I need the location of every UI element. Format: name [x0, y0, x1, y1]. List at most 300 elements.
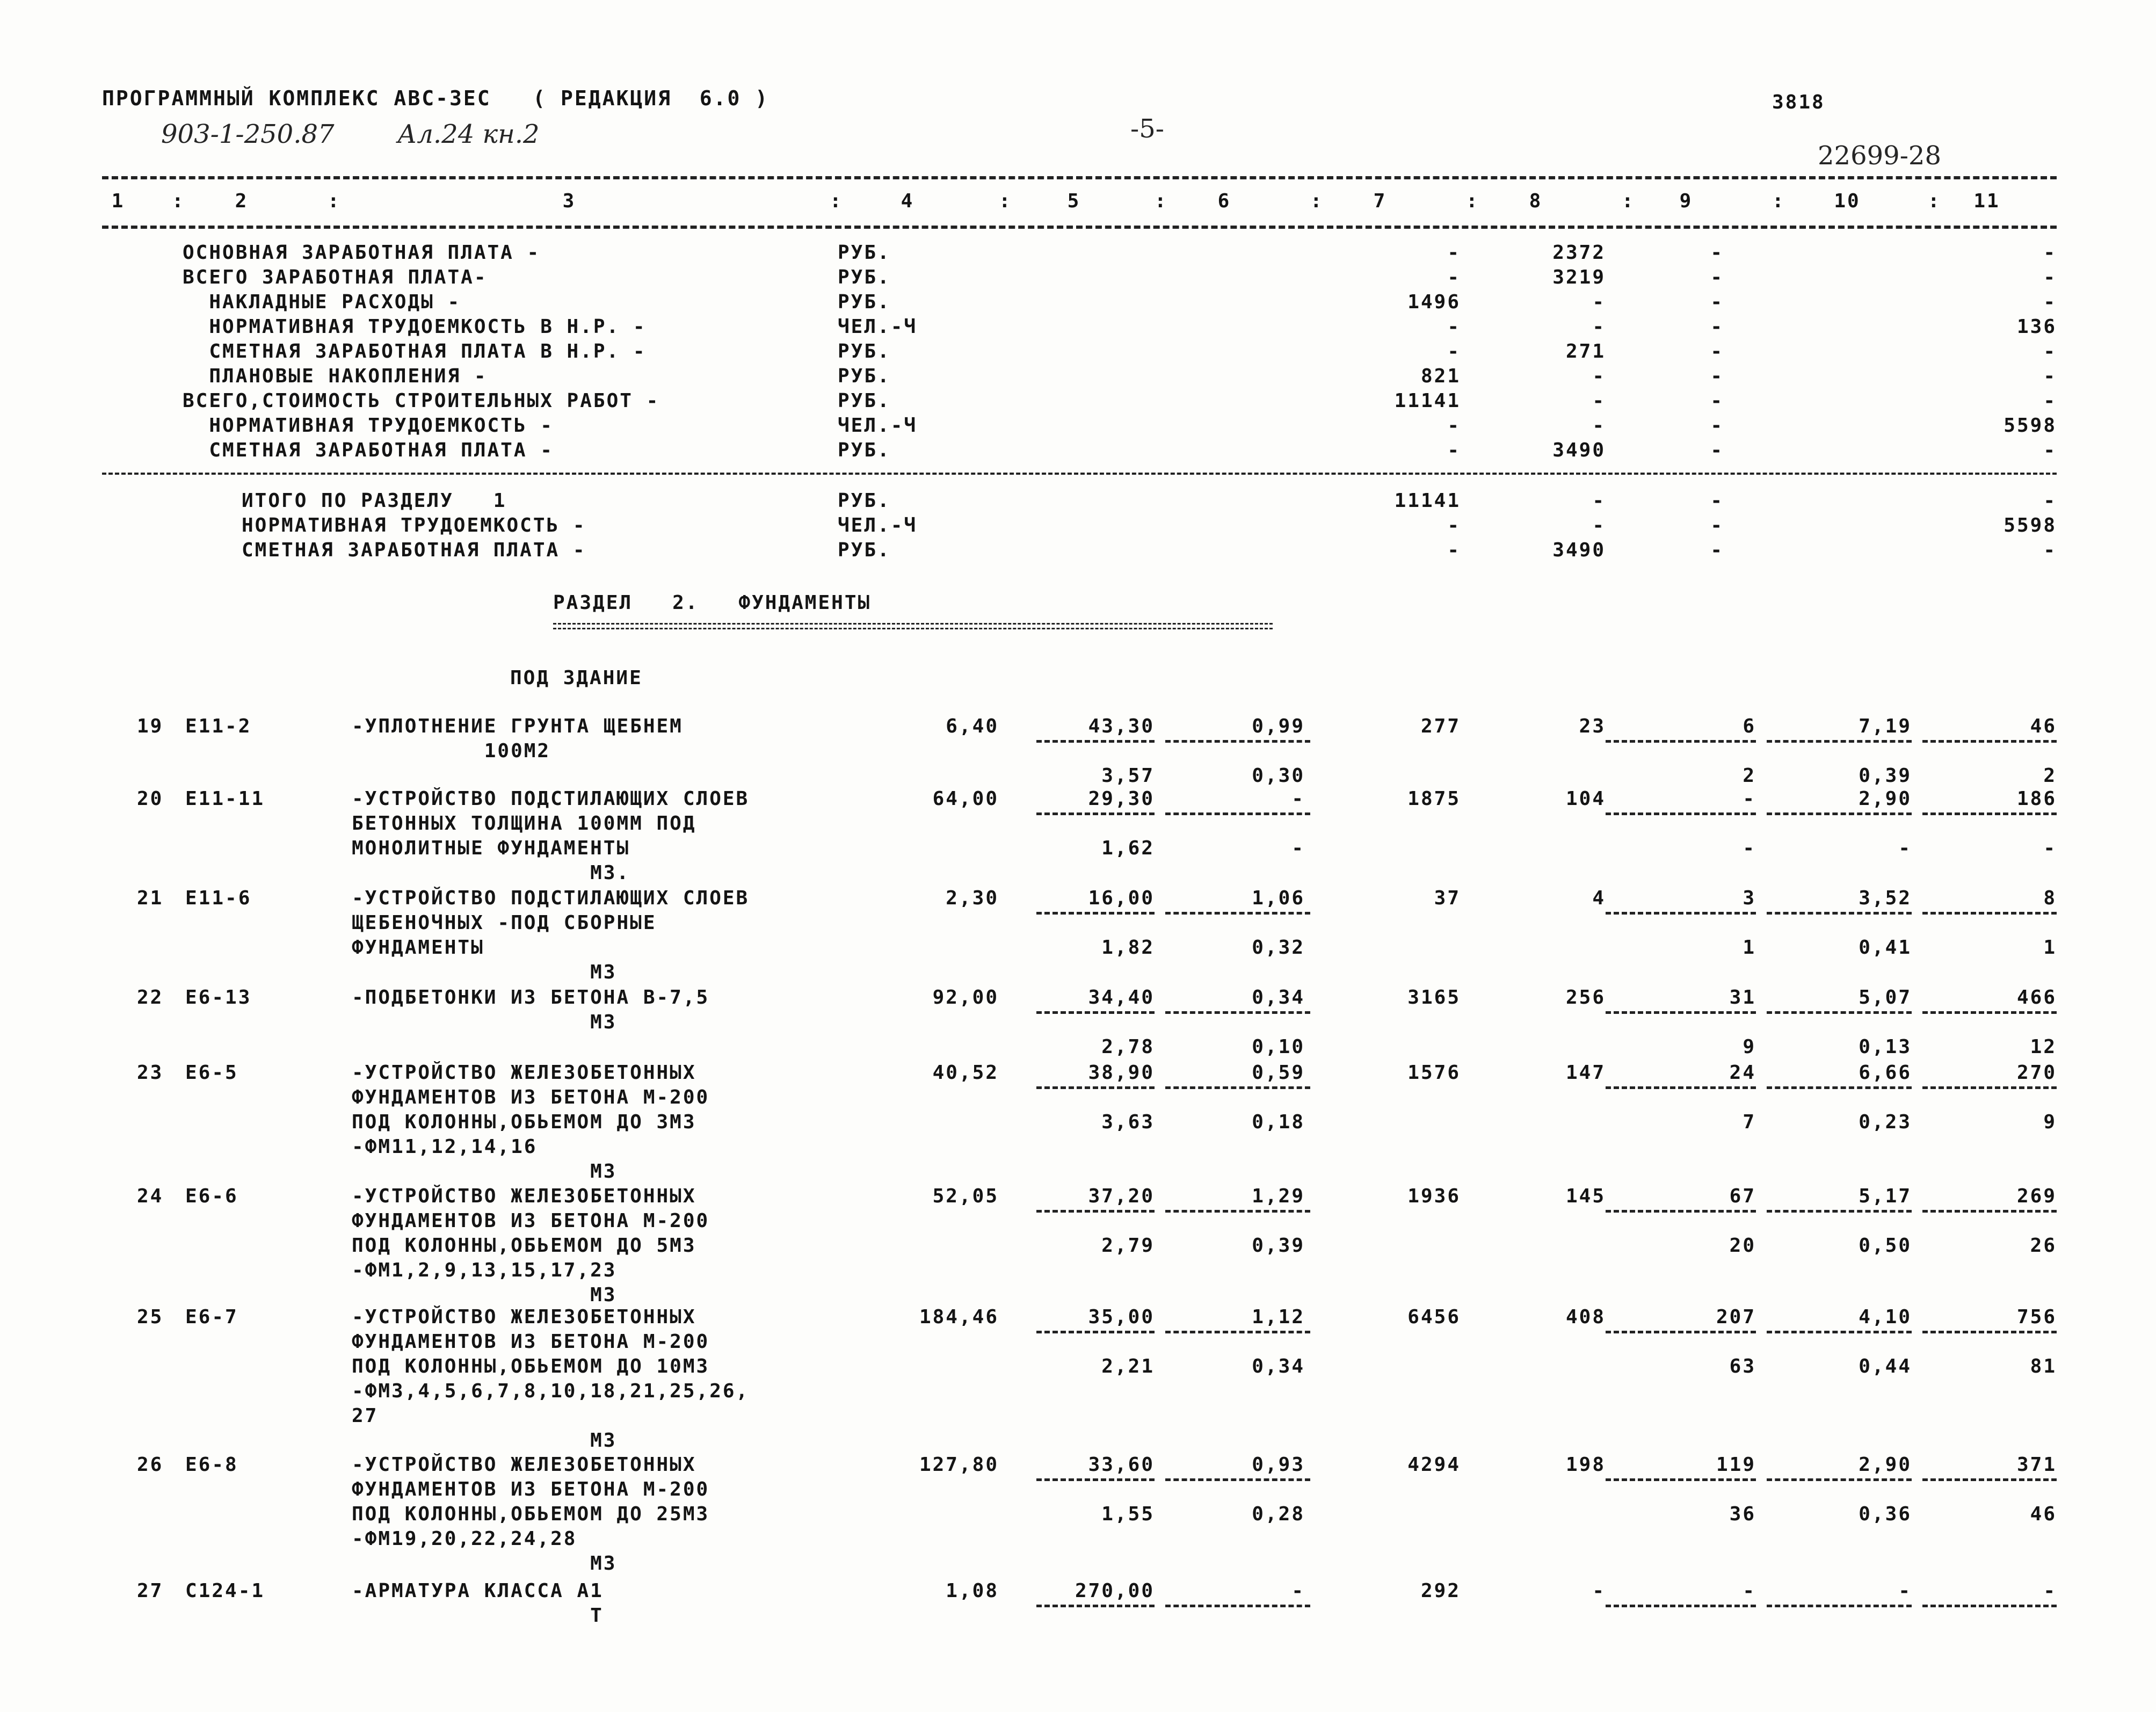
item-value-c5: 29,30 [1088, 788, 1155, 810]
row-value-c7: - [1447, 514, 1461, 536]
item-value-c9: 6 [1743, 715, 1756, 737]
row-value-c8: 3219 [1552, 266, 1606, 288]
row-label: ИТОГО ПО РАЗДЕЛУ 1 [242, 490, 507, 512]
item-value-c9: - [1743, 1580, 1756, 1602]
row-value-c7: - [1447, 415, 1461, 437]
row-unit: РУБ. [838, 539, 891, 561]
row-label: СМЕТНАЯ ЗАРАБОТНАЯ ПЛАТА - [183, 439, 554, 461]
item-value-c7: 1936 [1407, 1185, 1461, 1207]
item-description-line: -АРМАТУРА КЛАССА А1 [352, 1580, 604, 1602]
item-value-c6: 1,29 [1252, 1185, 1305, 1207]
row-unit: РУБ. [838, 439, 891, 461]
item-value-c5: 34,40 [1088, 986, 1155, 1009]
item-value-c10: 2,90 [1859, 1454, 1912, 1476]
item-value-c10: 4,10 [1859, 1306, 1912, 1328]
column-header: 8 [1529, 190, 1543, 212]
row-value-c11: - [2043, 242, 2057, 264]
item-description-line: -УСТРОЙСТВО ЖЕЛЕЗОБЕТОННЫХ [352, 1185, 696, 1207]
item-value-c11b: 12 [2030, 1036, 2057, 1058]
item-value-c8: 23 [1579, 715, 1606, 737]
row-value-c8: 3490 [1552, 539, 1606, 561]
row-value-c7: 11141 [1394, 390, 1461, 412]
row-value-c9: - [1710, 514, 1724, 536]
item-value-c4: 6,40 [946, 715, 999, 737]
row-value-c11: - [2043, 365, 2057, 387]
row-label: НОРМАТИВНАЯ ТРУДОЕМКОСТЬ - [242, 514, 586, 536]
item-description-line: М3 [352, 1011, 617, 1033]
item-value-c9b: 1 [1743, 937, 1756, 959]
item-number: 23 [137, 1062, 164, 1084]
column-separator: : [328, 190, 341, 212]
cell-divider [1165, 1331, 1310, 1333]
item-description-line: М3 [352, 1284, 617, 1306]
page-number: -5- [1130, 114, 1164, 144]
item-description-line: ПОД КОЛОННЫ,ОБЬЕМОМ ДО 3М3 [352, 1111, 696, 1133]
row-value-c11: - [2043, 390, 2057, 412]
row-value-c7: - [1447, 316, 1461, 338]
item-value-c9: 24 [1729, 1062, 1756, 1084]
cell-divider [1165, 1478, 1310, 1481]
cell-divider [1165, 1011, 1310, 1014]
column-separator: : [1466, 190, 1479, 212]
item-value-c6: - [1291, 1580, 1305, 1602]
row-value-c11: - [2043, 439, 2057, 461]
row-label: НОРМАТИВНАЯ ТРУДОЕМКОСТЬ - [183, 415, 554, 437]
row-value-c7: 1496 [1407, 291, 1461, 313]
item-description-line: М3 [352, 961, 617, 983]
item-description-line: ФУНДАМЕНТОВ ИЗ БЕТОНА М-200 [352, 1210, 710, 1232]
item-description-line: ПОД КОЛОННЫ,ОБЬЕМОМ ДО 10М3 [352, 1355, 710, 1377]
item-value-c7: 277 [1420, 715, 1461, 737]
item-value-c7: 3165 [1407, 986, 1461, 1009]
item-value-c4: 1,08 [946, 1580, 999, 1602]
row-unit: РУБ. [838, 390, 891, 412]
cell-divider [1767, 1210, 1912, 1213]
item-value-c9b: 20 [1729, 1235, 1756, 1257]
cell-divider [1165, 1086, 1310, 1089]
item-value-c8: - [1592, 1580, 1606, 1602]
item-value-c11b: 46 [2030, 1503, 2057, 1525]
row-unit: РУБ. [838, 365, 891, 387]
item-value-c5b: 1,55 [1101, 1503, 1155, 1525]
column-header: 5 [1067, 190, 1081, 212]
row-value-c8: - [1592, 291, 1606, 313]
cell-divider [1606, 1605, 1756, 1607]
column-separator: : [1155, 190, 1168, 212]
cell-divider [1606, 1478, 1756, 1481]
item-description-line: 27 [352, 1405, 379, 1427]
cell-divider [1922, 1210, 2057, 1213]
cell-divider [1036, 1478, 1155, 1481]
row-value-c11: - [2043, 340, 2057, 362]
item-number: 26 [137, 1454, 164, 1476]
row-value-c8: 3490 [1552, 439, 1606, 461]
item-value-c9: 67 [1729, 1185, 1756, 1207]
row-value-c9: - [1710, 242, 1724, 264]
item-description-line: ФУНДАМЕНТОВ ИЗ БЕТОНА М-200 [352, 1331, 710, 1353]
program-header: ПРОГРАММНЫЙ КОМПЛЕКС АВС-ЗЕС ( РЕДАКЦИЯ 6.0 ) [102, 86, 770, 110]
item-value-c6: 0,93 [1252, 1454, 1305, 1476]
item-description-line: -УСТРОЙСТВО ЖЕЛЕЗОБЕТОННЫХ [352, 1454, 696, 1476]
item-value-c5: 16,00 [1088, 887, 1155, 909]
item-value-c6b: 0,10 [1252, 1036, 1305, 1058]
item-description-line: ФУНДАМЕНТОВ ИЗ БЕТОНА М-200 [352, 1478, 710, 1500]
item-value-c6b: 0,34 [1252, 1355, 1305, 1377]
row-label: ОСНОВНАЯ ЗАРАБОТНАЯ ПЛАТА - [183, 242, 541, 264]
item-value-c10: 5,07 [1859, 986, 1912, 1009]
item-value-c11: 466 [2016, 986, 2057, 1009]
row-value-c7: 11141 [1394, 490, 1461, 512]
item-value-c5b: 3,63 [1101, 1111, 1155, 1133]
item-value-c9b: 63 [1729, 1355, 1756, 1377]
row-unit: РУБ. [838, 291, 891, 313]
row-value-c9: - [1710, 340, 1724, 362]
item-value-c6b: 0,39 [1252, 1235, 1305, 1257]
item-description-line: ФУНДАМЕНТОВ ИЗ БЕТОНА М-200 [352, 1086, 710, 1108]
item-value-c10: 7,19 [1859, 715, 1912, 737]
item-value-c10: - [1898, 1580, 1912, 1602]
item-value-c5b: 1,82 [1101, 937, 1155, 959]
item-value-c9b: 7 [1743, 1111, 1756, 1133]
column-separator: : [1772, 190, 1785, 212]
cell-divider [1922, 1086, 2057, 1089]
item-value-c11: 270 [2016, 1062, 2057, 1084]
row-value-c7: - [1447, 439, 1461, 461]
cell-divider [1922, 1605, 2057, 1607]
row-value-c9: - [1710, 390, 1724, 412]
item-value-c9b: 2 [1743, 765, 1756, 787]
item-description-line: М3 [352, 1553, 617, 1575]
item-value-c10b: 0,44 [1859, 1355, 1912, 1377]
cell-divider [1036, 1011, 1155, 1014]
row-value-c8: 2372 [1552, 242, 1606, 264]
item-value-c11b: 1 [2043, 937, 2057, 959]
cell-divider [1767, 740, 1912, 743]
row-value-c7: - [1447, 340, 1461, 362]
cell-divider [1922, 1331, 2057, 1333]
row-value-c11: 5598 [2003, 514, 2057, 536]
item-description-line: -ФМ11,12,14,16 [352, 1136, 538, 1158]
cell-divider [1606, 1331, 1756, 1333]
item-value-c9b: 36 [1729, 1503, 1756, 1525]
row-value-c11: - [2043, 291, 2057, 313]
item-value-c11b: 9 [2043, 1111, 2057, 1133]
item-description-line: ПОД КОЛОННЫ,ОБЬЕМОМ ДО 25М3 [352, 1503, 710, 1525]
item-value-c7: 6456 [1407, 1306, 1461, 1328]
column-separator: : [172, 190, 185, 212]
item-value-c6b: 0,28 [1252, 1503, 1305, 1525]
item-value-c4: 184,46 [919, 1306, 999, 1328]
item-description-line: 100М2 [352, 740, 551, 762]
cell-divider [1036, 740, 1155, 743]
item-code: Е11-11 [185, 788, 265, 810]
item-number: 19 [137, 715, 164, 737]
cell-divider [1606, 1210, 1756, 1213]
cell-divider [1922, 813, 2057, 815]
item-value-c6: 0,34 [1252, 986, 1305, 1009]
item-value-c8: 256 [1565, 986, 1606, 1009]
cell-divider [1767, 813, 1912, 815]
doc-code: 903-1-250.87 [161, 119, 335, 149]
item-value-c11: 371 [2016, 1454, 2057, 1476]
item-value-c9: - [1743, 788, 1756, 810]
row-label: НОРМАТИВНАЯ ТРУДОЕМКОСТЬ В Н.Р. - [183, 316, 647, 338]
item-code: Е11-6 [185, 887, 252, 909]
cell-divider [1165, 813, 1310, 815]
item-description-line: -УСТРОЙСТВО ПОДСТИЛАЮЩИХ СЛОЕВ [352, 887, 750, 909]
cell-divider [1036, 1605, 1155, 1607]
item-value-c11b: 81 [2030, 1355, 2057, 1377]
item-value-c6: 1,12 [1252, 1306, 1305, 1328]
cell-divider [1036, 1086, 1155, 1089]
row-value-c8: - [1592, 316, 1606, 338]
item-value-c4: 2,30 [946, 887, 999, 909]
cell-divider [1036, 1331, 1155, 1333]
item-value-c10b: 0,50 [1859, 1235, 1912, 1257]
item-value-c11b: 26 [2030, 1235, 2057, 1257]
item-value-c11b: - [2043, 837, 2057, 859]
row-value-c9: - [1710, 291, 1724, 313]
top-number: 3818 [1772, 91, 1825, 113]
row-value-c8: 271 [1565, 340, 1606, 362]
row-label: СМЕТНАЯ ЗАРАБОТНАЯ ПЛАТА В Н.Р. - [183, 340, 647, 362]
item-value-c10b: 0,23 [1859, 1111, 1912, 1133]
row-value-c9: - [1710, 415, 1724, 437]
item-value-c9: 31 [1729, 986, 1756, 1009]
column-header: 11 [1973, 190, 2000, 212]
column-header: 7 [1373, 190, 1387, 212]
item-value-c4: 40,52 [932, 1062, 999, 1084]
row-unit: РУБ. [838, 266, 891, 288]
item-value-c6: 1,06 [1252, 887, 1305, 909]
row-value-c11: 136 [2016, 316, 2057, 338]
item-value-c5: 38,90 [1088, 1062, 1155, 1084]
item-value-c7: 4294 [1407, 1454, 1461, 1476]
item-value-c4: 52,05 [932, 1185, 999, 1207]
cell-divider [1767, 912, 1912, 915]
cell-divider [1767, 1331, 1912, 1333]
sheet-ref: Ал.24 кн.2 [397, 119, 540, 149]
item-description-line: -УСТРОЙСТВО ЖЕЛЕЗОБЕТОННЫХ [352, 1306, 696, 1328]
item-code: Е6-8 [185, 1454, 238, 1476]
item-value-c6b: - [1291, 837, 1305, 859]
cell-divider [1767, 1011, 1912, 1014]
row-value-c7: 821 [1420, 365, 1461, 387]
row-value-c9: - [1710, 490, 1724, 512]
item-value-c8: 104 [1565, 788, 1606, 810]
row-value-c11: - [2043, 539, 2057, 561]
cell-divider [1165, 1605, 1310, 1607]
column-separator: : [1928, 190, 1941, 212]
item-value-c11: 186 [2016, 788, 2057, 810]
item-value-c9: 207 [1716, 1306, 1756, 1328]
item-number: 24 [137, 1185, 164, 1207]
item-value-c11: - [2043, 1580, 2057, 1602]
item-value-c5: 270,00 [1075, 1580, 1155, 1602]
item-value-c6: 0,99 [1252, 715, 1305, 737]
item-value-c7: 1875 [1407, 788, 1461, 810]
item-value-c11: 8 [2043, 887, 2057, 909]
item-number: 20 [137, 788, 164, 810]
cell-divider [1767, 1086, 1912, 1089]
item-description-line: М3 [352, 1160, 617, 1183]
row-label: ВСЕГО ЗАРАБОТНАЯ ПЛАТА- [183, 266, 488, 288]
item-description-line: ФУНДАМЕНТЫ [352, 937, 484, 959]
item-value-c11b: 2 [2043, 765, 2057, 787]
item-value-c6b: 0,18 [1252, 1111, 1305, 1133]
item-description-line: -ФМ19,20,22,24,28 [352, 1528, 577, 1550]
column-header: 4 [901, 190, 914, 212]
row-unit: ЧЕЛ.-Ч [838, 316, 918, 338]
row-value-c9: - [1710, 316, 1724, 338]
row-value-c9: - [1710, 539, 1724, 561]
item-description-line: М3. [352, 862, 630, 884]
rule-under-headers [102, 226, 2057, 229]
item-value-c10: 6,66 [1859, 1062, 1912, 1084]
item-value-c4: 92,00 [932, 986, 999, 1009]
item-value-c6b: 0,32 [1252, 937, 1305, 959]
item-code: Е6-5 [185, 1062, 238, 1084]
column-separator: : [999, 190, 1012, 212]
item-value-c5b: 3,57 [1101, 765, 1155, 787]
section-title-underline [553, 623, 1273, 629]
item-description-line: -ФМ3,4,5,6,7,8,10,18,21,25,26, [352, 1380, 750, 1402]
item-value-c7: 292 [1420, 1580, 1461, 1602]
item-code: Е6-13 [185, 986, 252, 1009]
row-unit: РУБ. [838, 490, 891, 512]
column-header: 6 [1217, 190, 1231, 212]
cell-divider [1922, 1478, 2057, 1481]
column-separator: : [830, 190, 843, 212]
item-value-c5b: 2,78 [1101, 1036, 1155, 1058]
item-value-c11: 269 [2016, 1185, 2057, 1207]
cell-divider [1165, 912, 1310, 915]
item-description-line: ПОД КОЛОННЫ,ОБЬЕМОМ ДО 5М3 [352, 1235, 696, 1257]
row-value-c7: - [1447, 242, 1461, 264]
cell-divider [1767, 1478, 1912, 1481]
item-value-c9: 3 [1743, 887, 1756, 909]
cell-divider [1606, 1011, 1756, 1014]
right-number: 22699-28 [1818, 141, 1941, 171]
column-header: 1 [111, 190, 125, 212]
item-value-c6: 0,59 [1252, 1062, 1305, 1084]
item-value-c10: 2,90 [1859, 788, 1912, 810]
item-number: 21 [137, 887, 164, 909]
item-description-line: ЩЕБЕНОЧНЫХ -ПОД СБОРНЫЕ [352, 912, 657, 934]
column-header: 3 [562, 190, 576, 212]
item-value-c11: 756 [2016, 1306, 2057, 1328]
item-value-c9b: 9 [1743, 1036, 1756, 1058]
item-description-line: МОНОЛИТНЫЕ ФУНДАМЕНТЫ [352, 837, 630, 859]
item-code: Е11-2 [185, 715, 252, 737]
item-value-c10b: 0,41 [1859, 937, 1912, 959]
cell-divider [1606, 740, 1756, 743]
item-value-c9b: - [1743, 837, 1756, 859]
rule-top [102, 176, 2057, 179]
cell-divider [1036, 1210, 1155, 1213]
item-value-c10b: - [1898, 837, 1912, 859]
cell-divider [1036, 912, 1155, 915]
item-code: Е6-7 [185, 1306, 238, 1328]
cell-divider [1767, 1605, 1912, 1607]
item-value-c8: 145 [1565, 1185, 1606, 1207]
item-number: 27 [137, 1580, 164, 1602]
item-value-c5: 37,20 [1088, 1185, 1155, 1207]
row-unit: РУБ. [838, 242, 891, 264]
cell-divider [1606, 813, 1756, 815]
cell-divider [1606, 1086, 1756, 1089]
item-value-c8: 4 [1592, 887, 1606, 909]
cell-divider [1165, 740, 1310, 743]
item-value-c6b: 0,30 [1252, 765, 1305, 787]
item-value-c10: 3,52 [1859, 887, 1912, 909]
row-value-c8: - [1592, 365, 1606, 387]
item-value-c5b: 1,62 [1101, 837, 1155, 859]
row-value-c8: - [1592, 390, 1606, 412]
item-value-c5b: 2,79 [1101, 1235, 1155, 1257]
row-value-c11: - [2043, 490, 2057, 512]
column-separator: : [1622, 190, 1635, 212]
section-subtitle: ПОД ЗДАНИЕ [510, 667, 643, 689]
section-title: РАЗДЕЛ 2. ФУНДАМЕНТЫ [553, 592, 872, 614]
item-value-c10b: 0,13 [1859, 1036, 1912, 1058]
row-value-c11: - [2043, 266, 2057, 288]
item-value-c4: 127,80 [919, 1454, 999, 1476]
item-description-line: -УСТРОЙСТВО ЖЕЛЕЗОБЕТОННЫХ [352, 1062, 696, 1084]
item-value-c10: 5,17 [1859, 1185, 1912, 1207]
item-value-c8: 198 [1565, 1454, 1606, 1476]
item-value-c8: 147 [1565, 1062, 1606, 1084]
row-unit: ЧЕЛ.-Ч [838, 514, 918, 536]
cell-divider [1036, 813, 1155, 815]
item-value-c10b: 0,39 [1859, 765, 1912, 787]
cell-divider [1922, 1011, 2057, 1014]
column-separator: : [1310, 190, 1324, 212]
item-description-line: -ПОДБЕТОНКИ ИЗ БЕТОНА В-7,5 [352, 986, 710, 1009]
item-value-c7: 1576 [1407, 1062, 1461, 1084]
row-value-c8: - [1592, 514, 1606, 536]
row-unit: ЧЕЛ.-Ч [838, 415, 918, 437]
item-description-line: -ФМ1,2,9,13,15,17,23 [352, 1259, 617, 1281]
item-value-c5: 35,00 [1088, 1306, 1155, 1328]
row-value-c9: - [1710, 365, 1724, 387]
row-value-c8: - [1592, 415, 1606, 437]
item-value-c5: 33,60 [1088, 1454, 1155, 1476]
row-value-c11: 5598 [2003, 415, 2057, 437]
item-description-line: Т [352, 1605, 604, 1627]
cell-divider [1922, 740, 2057, 743]
item-value-c4: 64,00 [932, 788, 999, 810]
rule-before-totals [102, 473, 2057, 475]
cell-divider [1165, 1210, 1310, 1213]
item-value-c8: 408 [1565, 1306, 1606, 1328]
item-value-c7: 37 [1434, 887, 1461, 909]
row-label: ВСЕГО,СТОИМОСТЬ СТРОИТЕЛЬНЫХ РАБОТ - [183, 390, 660, 412]
row-value-c8: - [1592, 490, 1606, 512]
item-value-c5b: 2,21 [1101, 1355, 1155, 1377]
item-value-c9: 119 [1716, 1454, 1756, 1476]
row-label: ПЛАНОВЫЕ НАКОПЛЕНИЯ - [183, 365, 488, 387]
item-value-c10b: 0,36 [1859, 1503, 1912, 1525]
row-label: НАКЛАДНЫЕ РАСХОДЫ - [183, 291, 461, 313]
item-value-c11: 46 [2030, 715, 2057, 737]
item-number: 22 [137, 986, 164, 1009]
row-value-c9: - [1710, 266, 1724, 288]
item-value-c5: 43,30 [1088, 715, 1155, 737]
item-description-line: -УПЛОТНЕНИЕ ГРУНТА ЩЕБНЕМ [352, 715, 683, 737]
row-value-c7: - [1447, 266, 1461, 288]
row-value-c7: - [1447, 539, 1461, 561]
